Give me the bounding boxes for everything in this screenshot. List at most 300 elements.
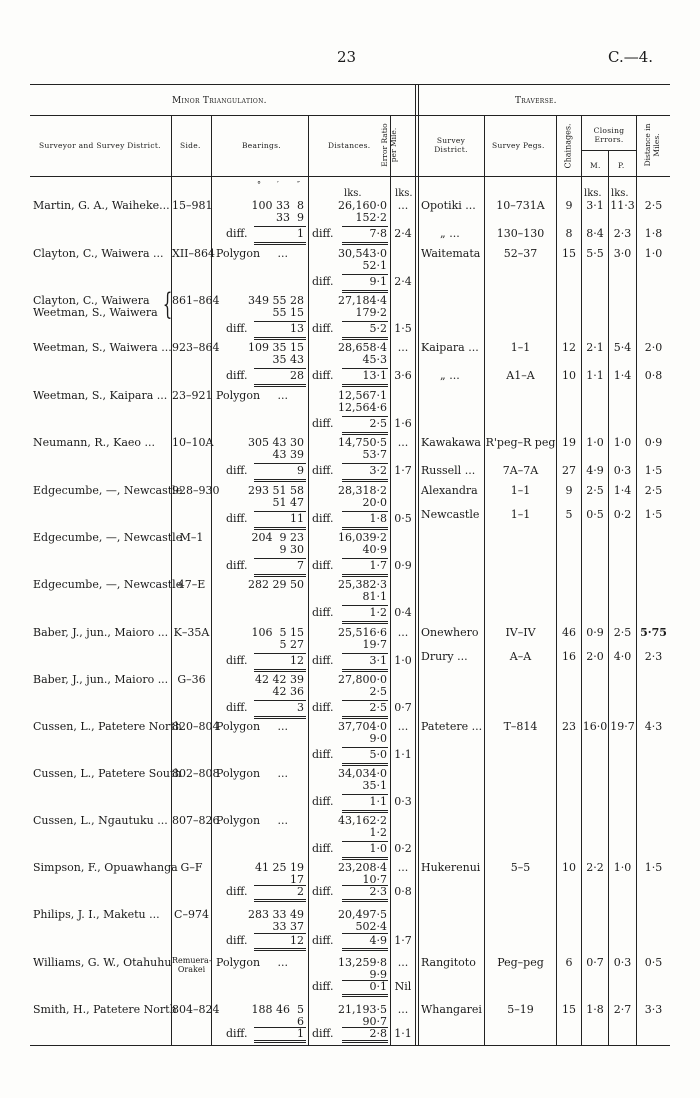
distance-diff-label: diff. xyxy=(312,559,334,572)
traverse-chainages: 8 xyxy=(565,227,573,240)
error-ratio: 3·6 xyxy=(394,369,412,382)
row-surveyor: Baber, J., jun., Maioro ... xyxy=(33,626,169,639)
sum-rule xyxy=(342,337,388,340)
distance-diff-label: diff. xyxy=(312,842,334,855)
traverse-chainages: 19 xyxy=(562,436,576,449)
distance-value: 16,039·2 xyxy=(338,531,387,544)
row-surveyor: Weetman, S., Waiwera ... xyxy=(33,341,172,354)
distance-diff-label: diff. xyxy=(312,275,334,288)
row-side: C–974 xyxy=(174,908,209,921)
sum-rule xyxy=(342,384,388,387)
polygon-label: Polygon ... xyxy=(216,720,289,733)
distance-diff-label: diff. xyxy=(312,934,334,947)
row-surveyor: Simpson, F., Opuawhanga xyxy=(33,861,178,874)
distance-value: 9·0 xyxy=(369,732,387,745)
traverse-district: Rangitoto xyxy=(421,956,476,969)
row-surveyor: Martin, G. A., Waiheke... xyxy=(33,199,170,212)
sum-rule xyxy=(254,511,306,512)
distance-miles: 2·5 xyxy=(644,484,663,497)
sum-rule xyxy=(254,948,306,951)
error-ratio: 0·4 xyxy=(394,606,412,619)
polygon-label: Polygon ... xyxy=(216,956,289,969)
distance-value: 13,259·8 xyxy=(338,956,387,969)
sum-rule xyxy=(254,479,306,482)
row-side: 928–930 xyxy=(172,484,220,497)
distance-diff: 2·3 xyxy=(369,885,387,898)
distance-value: 90·7 xyxy=(362,1015,387,1028)
distance-diff: 5·0 xyxy=(369,748,387,761)
row-surveyor: Cussen, L., Ngautuku ... xyxy=(33,814,168,827)
bearing-diff-label: diff. xyxy=(226,1027,248,1040)
traverse-chainages: 46 xyxy=(562,626,576,639)
unit-lks: lks. xyxy=(611,188,629,199)
distance-miles: 3·3 xyxy=(644,1003,663,1016)
sum-rule xyxy=(254,899,306,902)
sum-rule xyxy=(254,558,306,559)
sum-rule xyxy=(342,621,388,624)
sum-rule xyxy=(342,841,388,842)
distance-diff: 3·1 xyxy=(369,654,387,667)
distance-value: 34,034·0 xyxy=(338,767,387,780)
col-rule xyxy=(608,150,609,1045)
sum-rule xyxy=(342,994,388,997)
distance-value: 26,160·0 xyxy=(338,199,387,212)
row-surveyor: Smith, H., Patetere North xyxy=(33,1003,177,1016)
bearing-value: 349 55 28 xyxy=(248,294,304,307)
distance-value: 179·2 xyxy=(355,306,387,319)
error-placeholder: ... xyxy=(397,199,409,212)
closing-error-p: 5·4 xyxy=(613,341,632,354)
distance-diff: 2·8 xyxy=(369,1027,387,1040)
sum-rule xyxy=(342,716,388,719)
sum-rule xyxy=(254,384,306,387)
closing-error-p: 4·0 xyxy=(613,650,632,663)
sum-rule xyxy=(254,337,306,340)
distance-miles: 0·9 xyxy=(644,436,663,449)
bearing-value: 42 36 xyxy=(272,685,304,698)
bearing-diff-label: diff. xyxy=(226,934,248,947)
distance-value: 12,567·1 xyxy=(338,389,387,402)
bearing-diff-label: diff. xyxy=(226,654,248,667)
distance-value: 28,658·4 xyxy=(338,341,387,354)
closing-error-m: 0·9 xyxy=(586,626,604,639)
row-side: M–1 xyxy=(179,531,204,544)
sum-rule xyxy=(342,416,388,417)
sum-rule xyxy=(342,242,388,245)
distance-miles: 1·8 xyxy=(644,227,663,240)
sum-rule xyxy=(254,1040,306,1043)
sum-rule xyxy=(254,321,306,322)
row-side: 15–981 xyxy=(172,199,213,212)
traverse-pegs: 5–19 xyxy=(507,1003,534,1016)
traverse-district: Waitemata xyxy=(421,247,481,260)
closing-error-m: 2·0 xyxy=(586,650,604,663)
bearing-value: 42 42 39 xyxy=(255,673,304,686)
traverse-chainages: 10 xyxy=(562,369,576,382)
distance-value: 152·2 xyxy=(355,211,387,224)
row-surveyor: Edgecumbe, —, Newcastle xyxy=(33,531,183,544)
distance-value: 502·4 xyxy=(355,920,387,933)
sum-rule xyxy=(254,527,306,530)
closing-error-p: 2·5 xyxy=(613,626,632,639)
distance-value: 81·1 xyxy=(362,590,387,603)
traverse-chainages: 12 xyxy=(562,341,576,354)
page-number: 23 xyxy=(337,48,357,66)
distance-miles: 0·8 xyxy=(644,369,663,382)
bearing-value: 33 9 xyxy=(276,211,304,224)
distance-miles: 1·5 xyxy=(644,861,663,874)
sum-rule xyxy=(254,669,306,672)
bearing-diff: 28 xyxy=(290,369,304,382)
section-divider xyxy=(415,84,416,1045)
traverse-chainages: 23 xyxy=(562,720,576,733)
distance-value: 21,193·5 xyxy=(338,1003,387,1016)
distance-value: 52·1 xyxy=(362,259,387,272)
sum-rule xyxy=(342,763,388,766)
distance-diff-label: diff. xyxy=(312,512,334,525)
distance-diff-label: diff. xyxy=(312,795,334,808)
traverse-pegs: 1–1 xyxy=(510,341,531,354)
traverse-district: Russell ... xyxy=(421,464,476,477)
traverse-pegs: Peg–peg xyxy=(497,956,544,969)
sum-rule xyxy=(342,700,388,701)
sum-rule xyxy=(254,226,306,227)
sum-rule xyxy=(342,669,388,672)
distance-diff: 0·1 xyxy=(369,980,387,993)
sum-rule xyxy=(342,857,388,860)
distance-diff-label: diff. xyxy=(312,322,334,335)
bearing-diff: 11 xyxy=(290,512,304,525)
bearing-diff: 3 xyxy=(297,701,304,714)
distance-diff: 1·7 xyxy=(369,559,387,572)
closing-error-p: 2·3 xyxy=(613,227,632,240)
closing-error-p: 0·3 xyxy=(613,464,632,477)
distance-diff: 13·1 xyxy=(362,369,387,382)
distance-diff: 7·8 xyxy=(369,227,387,240)
unit-lks: lks. xyxy=(395,188,413,199)
error-ratio: 1·0 xyxy=(394,654,412,667)
distance-diff: 1·1 xyxy=(369,795,387,808)
bearing-value: 35 43 xyxy=(272,353,304,366)
closing-error-m: 16·0 xyxy=(582,720,608,733)
closing-error-p: 1·4 xyxy=(613,484,632,497)
unit-lks: lks. xyxy=(344,188,362,199)
distance-value: 12,564·6 xyxy=(338,401,387,414)
sum-rule xyxy=(342,368,388,369)
sum-rule xyxy=(342,948,388,951)
header-closing-errors: Closing Errors. xyxy=(593,126,625,144)
closing-error-p: 0·2 xyxy=(613,508,632,521)
row-side: 804–824 xyxy=(172,1003,220,1016)
row-surveyor: Cussen, L., Patetere South xyxy=(33,767,182,780)
header-side: Side. xyxy=(180,141,201,150)
error-placeholder: ... xyxy=(397,1003,409,1016)
traverse-district: Newcastle xyxy=(421,508,480,521)
row-side: Orakei xyxy=(177,965,206,974)
closing-error-m: 3·1 xyxy=(586,199,604,212)
closing-error-p: 1·0 xyxy=(613,861,632,874)
header-m: M. xyxy=(590,161,601,170)
traverse-pegs: A–A xyxy=(509,650,532,663)
sum-rule xyxy=(342,810,388,813)
header-distances: Distances. xyxy=(328,141,371,150)
distance-value: 10·7 xyxy=(362,873,387,886)
bearing-diff: 12 xyxy=(290,654,304,667)
closing-error-p: 0·3 xyxy=(613,956,632,969)
error-placeholder: ... xyxy=(397,626,409,639)
brace-glyph: { xyxy=(162,287,173,322)
sum-rule xyxy=(342,899,388,902)
row-surveyor: Weetman, S., Kaipara ... xyxy=(33,389,168,402)
header-bearings: Bearings. xyxy=(242,141,281,150)
distance-value: 53·7 xyxy=(362,448,387,461)
distance-diff-label: diff. xyxy=(312,606,334,619)
sum-rule xyxy=(342,980,388,981)
distance-miles: 1·5 xyxy=(644,464,663,477)
sum-rule xyxy=(254,653,306,654)
traverse-district: „ ... xyxy=(440,369,460,382)
row-side: 820–804 xyxy=(172,720,220,733)
bearing-value: 43 39 xyxy=(272,448,304,461)
bearing-value: 305 43 30 xyxy=(248,436,304,449)
sum-rule xyxy=(254,716,306,719)
closing-error-p: 1·4 xyxy=(613,369,632,382)
distance-diff: 4·9 xyxy=(369,934,387,947)
traverse-header-rule xyxy=(416,115,670,116)
distance-diff-label: diff. xyxy=(312,654,334,667)
sum-rule xyxy=(254,1027,306,1028)
bearing-value: 109 35 15 xyxy=(248,341,304,354)
traverse-pegs: A1–A xyxy=(506,369,535,382)
header-surveyor: Surveyor and Survey District. xyxy=(39,141,161,150)
error-placeholder: ... xyxy=(397,436,409,449)
bearing-value: 293 51 58 xyxy=(248,484,304,497)
polygon-label: Polygon ... xyxy=(216,767,289,780)
error-placeholder: ... xyxy=(397,861,409,874)
sum-rule xyxy=(342,1040,388,1043)
bearing-diff-label: diff. xyxy=(226,512,248,525)
bearing-diff: 2 xyxy=(297,885,304,898)
sum-rule xyxy=(342,933,388,934)
traverse-pegs: 5–5 xyxy=(510,861,531,874)
bearing-diff-label: diff. xyxy=(226,322,248,335)
traverse-chainages: 9 xyxy=(565,199,573,212)
unit-lks: lks. xyxy=(584,188,602,199)
unit-degrees: ° xyxy=(257,180,261,189)
traverse-pegs: T–814 xyxy=(503,720,538,733)
distance-value: 45·3 xyxy=(362,353,387,366)
error-ratio: 0·3 xyxy=(394,795,412,808)
traverse-pegs: IV–IV xyxy=(505,626,536,639)
bearing-value: 6 xyxy=(297,1015,304,1028)
sum-rule xyxy=(254,463,306,464)
distance-diff-label: diff. xyxy=(312,885,334,898)
row-side: XII–864 xyxy=(172,247,216,260)
header-p: P. xyxy=(618,161,625,170)
distance-miles: 4·3 xyxy=(644,720,663,733)
bearing-value: 33 37 xyxy=(272,920,304,933)
distance-value: 25,382·3 xyxy=(338,578,387,591)
error-ratio: 0·2 xyxy=(394,842,412,855)
sum-rule xyxy=(254,885,306,886)
distance-diff: 1·2 xyxy=(369,606,387,619)
row-surveyor: Neumann, R., Kaeo ... xyxy=(33,436,156,449)
bearing-value: 9 30 xyxy=(279,543,304,556)
row-surveyor: Clayton, C., Waiwera ... xyxy=(33,247,164,260)
table-bottom-rule xyxy=(30,1045,670,1046)
closing-error-m: 0·5 xyxy=(586,508,604,521)
sum-rule xyxy=(342,747,388,748)
distance-diff-label: diff. xyxy=(312,417,334,430)
sum-rule xyxy=(342,321,388,322)
distance-diff: 1·8 xyxy=(369,512,387,525)
bearing-value: 282 29 50 xyxy=(248,578,304,591)
distance-miles: 1·5 xyxy=(644,508,663,521)
distance-value: 35·1 xyxy=(362,779,387,792)
header-survey-district: Survey District. xyxy=(434,136,468,154)
distance-miles: 5·75 xyxy=(640,626,667,639)
error-ratio: 0·8 xyxy=(394,885,412,898)
sum-rule xyxy=(342,605,388,606)
error-ratio: 1·5 xyxy=(394,322,412,335)
distance-value: 14,750·5 xyxy=(338,436,387,449)
sum-rule xyxy=(342,653,388,654)
traverse-pegs: 52–37 xyxy=(503,247,538,260)
traverse-chainages: 27 xyxy=(562,464,576,477)
sum-rule xyxy=(254,700,306,701)
distance-diff: 2·5 xyxy=(369,701,387,714)
traverse-pegs: 1–1 xyxy=(510,508,531,521)
distance-value: 27,184·4 xyxy=(338,294,387,307)
sum-rule xyxy=(254,574,306,577)
error-ratio: 1·6 xyxy=(394,417,412,430)
distance-value: 25,516·6 xyxy=(338,626,387,639)
distance-value: 37,704·0 xyxy=(338,720,387,733)
closing-error-m: 5·5 xyxy=(586,247,604,260)
traverse-district: Hukerenui xyxy=(421,861,481,874)
traverse-pegs: R'peg–R peg xyxy=(485,436,556,449)
distance-value: 9·9 xyxy=(369,968,387,981)
error-ratio: 1·7 xyxy=(394,464,412,477)
minor-header-rule xyxy=(30,115,416,116)
distance-value: 1·2 xyxy=(369,826,387,839)
bearing-diff: 13 xyxy=(290,322,304,335)
distance-value: 27,800·0 xyxy=(338,673,387,686)
closing-error-p: 3·0 xyxy=(613,247,632,260)
polygon-label: Polygon ... xyxy=(216,389,289,402)
row-surveyor: Williams, G. W., Otahuhu xyxy=(33,956,172,969)
bearing-value: 188 46 5 xyxy=(251,1003,304,1016)
distance-diff-label: diff. xyxy=(312,701,334,714)
bearing-value: 106 5 15 xyxy=(251,626,304,639)
error-ratio: 0·5 xyxy=(394,512,412,525)
minor-triangulation-title: Minor Triangulation. xyxy=(172,96,267,106)
distance-diff-label: diff. xyxy=(312,369,334,382)
header-error-ratio: Error Ratio per Mile. xyxy=(380,123,398,167)
distance-diff-label: diff. xyxy=(312,748,334,761)
header-chainages: Chainages. xyxy=(563,123,573,169)
closing-error-m: 1·8 xyxy=(586,1003,604,1016)
document-reference: C.—4. xyxy=(608,48,654,66)
distance-diff-label: diff. xyxy=(312,464,334,477)
row-surveyor: Clayton, C., Waiwera xyxy=(33,294,150,307)
error-ratio: 1·1 xyxy=(394,1027,412,1040)
traverse-district: Onewhero xyxy=(421,626,479,639)
bearing-diff: 1 xyxy=(297,1027,304,1040)
distance-diff-label: diff. xyxy=(312,980,334,993)
unit-minutes: ′ xyxy=(277,180,279,189)
distance-diff: 2·5 xyxy=(369,417,387,430)
bearing-diff-label: diff. xyxy=(226,885,248,898)
distance-miles: 2·3 xyxy=(644,650,663,663)
distance-value: 28,318·2 xyxy=(338,484,387,497)
closing-error-m: 8·4 xyxy=(586,227,604,240)
traverse-district: „ ... xyxy=(440,227,460,240)
polygon-label: Polygon ... xyxy=(216,247,289,260)
sum-rule xyxy=(342,479,388,482)
distance-miles: 0·5 xyxy=(644,956,663,969)
closing-error-m: 4·9 xyxy=(586,464,604,477)
bearing-value: 55 15 xyxy=(272,306,304,319)
traverse-chainages: 6 xyxy=(565,956,573,969)
bearing-diff-label: diff. xyxy=(226,464,248,477)
distance-value: 2·5 xyxy=(369,685,387,698)
distance-value: 43,162·2 xyxy=(338,814,387,827)
sum-rule xyxy=(342,511,388,512)
distance-miles: 1·0 xyxy=(644,247,663,260)
distance-diff: 3·2 xyxy=(369,464,387,477)
error-placeholder: ... xyxy=(397,341,409,354)
traverse-district: Kaipara ... xyxy=(421,341,479,354)
row-side: 10–10A xyxy=(172,436,214,449)
bearing-diff-label: diff. xyxy=(226,369,248,382)
row-side: G–F xyxy=(180,861,203,874)
bearing-value: 41 25 19 xyxy=(255,861,304,874)
row-side: 802–808 xyxy=(172,767,220,780)
row-side: 861–864 xyxy=(172,294,220,307)
header-distance-miles: Distance in Miles. xyxy=(643,123,661,167)
traverse-pegs: 10–731A xyxy=(496,199,545,212)
bearing-value: 51 47 xyxy=(272,496,304,509)
error-ratio: Nil xyxy=(394,980,412,993)
sum-rule xyxy=(342,794,388,795)
sum-rule xyxy=(254,242,306,245)
sum-rule xyxy=(342,290,388,293)
table-top-rule xyxy=(30,84,670,85)
traverse-pegs: 1–1 xyxy=(510,484,531,497)
sum-rule xyxy=(342,527,388,530)
traverse-district: Drury ... xyxy=(421,650,468,663)
bearing-diff: 12 xyxy=(290,934,304,947)
row-surveyor: Edgecumbe, —, Newcastle xyxy=(33,578,183,591)
closing-error-p: 1·0 xyxy=(613,436,632,449)
closing-error-p: 11·3 xyxy=(610,199,635,212)
header-survey-pegs: Survey Pegs. xyxy=(492,141,545,150)
row-side: 923–864 xyxy=(172,341,220,354)
traverse-district: Opotiki ... xyxy=(421,199,476,212)
bearing-diff: 7 xyxy=(297,559,304,572)
distance-value: 30,543·0 xyxy=(338,247,387,260)
bearing-diff-label: diff. xyxy=(226,559,248,572)
col-rule xyxy=(390,115,391,1045)
sum-rule xyxy=(342,1027,388,1028)
closing-error-m: 2·2 xyxy=(586,861,604,874)
traverse-district: Whangarei xyxy=(421,1003,482,1016)
header-bottom-rule xyxy=(30,176,670,177)
bearing-value: 204 9 23 xyxy=(251,531,304,544)
error-ratio: 1·1 xyxy=(394,748,412,761)
traverse-chainages: 5 xyxy=(565,508,573,521)
